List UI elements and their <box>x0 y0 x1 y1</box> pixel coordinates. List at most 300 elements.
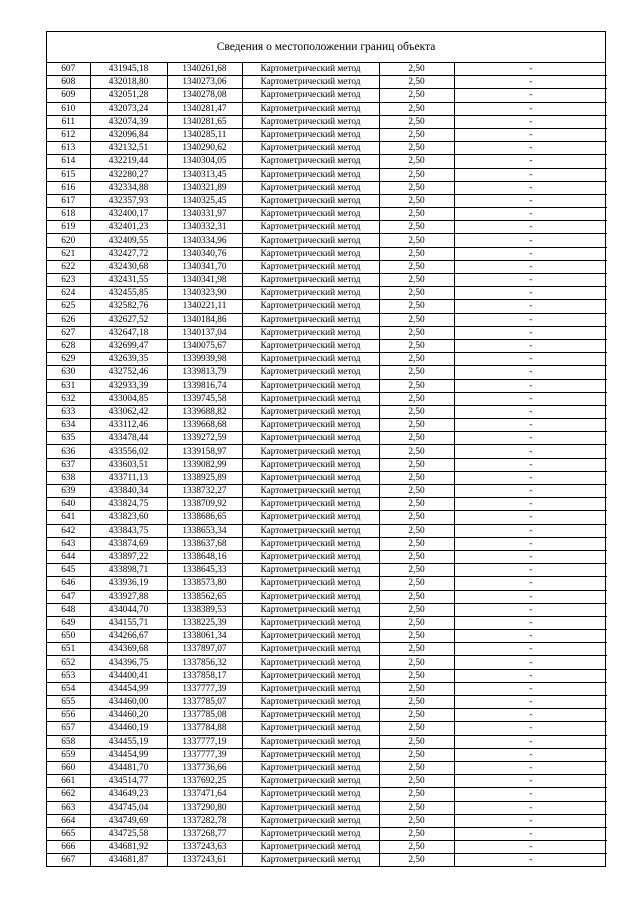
note-cell: - <box>454 63 607 76</box>
y-coordinate-cell: 1340285,11 <box>167 128 242 141</box>
table-row <box>47 590 607 603</box>
accuracy-cell: 2,50 <box>379 419 454 432</box>
x-coordinate-cell: 434481,70 <box>90 761 167 774</box>
table-row <box>47 696 607 709</box>
accuracy-cell: 2,50 <box>379 550 454 563</box>
method-cell: Картометрический метод <box>242 616 379 629</box>
method-cell: Картометрический метод <box>242 827 379 840</box>
point-number-cell: 621 <box>47 247 90 260</box>
accuracy-cell: 2,50 <box>379 102 454 115</box>
table-row <box>47 247 607 260</box>
method-cell: Картометрический метод <box>242 115 379 128</box>
note-cell: - <box>454 709 607 722</box>
accuracy-cell: 2,50 <box>379 379 454 392</box>
method-cell: Картометрический метод <box>242 458 379 471</box>
table-row <box>47 155 607 168</box>
table-row <box>47 234 607 247</box>
note-cell: - <box>454 234 607 247</box>
method-cell: Картометрический метод <box>242 471 379 484</box>
x-coordinate-cell: 434396,75 <box>90 656 167 669</box>
accuracy-cell: 2,50 <box>379 392 454 405</box>
note-cell: - <box>454 590 607 603</box>
accuracy-cell: 2,50 <box>379 353 454 366</box>
y-coordinate-cell: 1340273,06 <box>167 76 242 89</box>
note-cell: - <box>454 419 607 432</box>
x-coordinate-cell: 432627,52 <box>90 313 167 326</box>
accuracy-cell: 2,50 <box>379 287 454 300</box>
note-cell: - <box>454 537 607 550</box>
table-row <box>47 419 607 432</box>
point-number-cell: 659 <box>47 748 90 761</box>
note-cell: - <box>454 432 607 445</box>
x-coordinate-cell: 433823,60 <box>90 511 167 524</box>
method-cell: Картометрический метод <box>242 379 379 392</box>
x-coordinate-cell: 434749,69 <box>90 814 167 827</box>
y-coordinate-cell: 1340137,04 <box>167 326 242 339</box>
note-cell: - <box>454 221 607 234</box>
method-cell: Картометрический метод <box>242 524 379 537</box>
note-cell: - <box>454 405 607 418</box>
method-cell: Картометрический метод <box>242 788 379 801</box>
note-cell: - <box>454 761 607 774</box>
point-number-cell: 610 <box>47 102 90 115</box>
x-coordinate-cell: 432074,39 <box>90 115 167 128</box>
table-row <box>47 656 607 669</box>
accuracy-cell: 2,50 <box>379 168 454 181</box>
table-row <box>47 102 607 115</box>
y-coordinate-cell: 1338648,16 <box>167 550 242 563</box>
accuracy-cell: 2,50 <box>379 669 454 682</box>
note-cell: - <box>454 339 607 352</box>
table-row <box>47 577 607 590</box>
x-coordinate-cell: 431945,18 <box>90 63 167 76</box>
x-coordinate-cell: 434044,70 <box>90 603 167 616</box>
y-coordinate-cell: 1339745,58 <box>167 392 242 405</box>
table-row <box>47 616 607 629</box>
point-number-cell: 631 <box>47 379 90 392</box>
method-cell: Картометрический метод <box>242 656 379 669</box>
x-coordinate-cell: 434454,99 <box>90 748 167 761</box>
x-coordinate-cell: 433004,85 <box>90 392 167 405</box>
x-coordinate-cell: 434514,77 <box>90 775 167 788</box>
note-cell: - <box>454 643 607 656</box>
table-row <box>47 313 607 326</box>
note-cell: - <box>454 247 607 260</box>
point-number-cell: 609 <box>47 89 90 102</box>
x-coordinate-cell: 433112,46 <box>90 419 167 432</box>
accuracy-cell: 2,50 <box>379 181 454 194</box>
x-coordinate-cell: 434725,58 <box>90 827 167 840</box>
x-coordinate-cell: 434681,87 <box>90 854 167 867</box>
method-cell: Картометрический метод <box>242 432 379 445</box>
accuracy-cell: 2,50 <box>379 498 454 511</box>
accuracy-cell: 2,50 <box>379 748 454 761</box>
method-cell: Картометрический метод <box>242 366 379 379</box>
table-row <box>47 682 607 695</box>
table-row <box>47 260 607 273</box>
point-number-cell: 618 <box>47 208 90 221</box>
accuracy-cell: 2,50 <box>379 221 454 234</box>
point-number-cell: 638 <box>47 471 90 484</box>
x-coordinate-cell: 432933,39 <box>90 379 167 392</box>
y-coordinate-cell: 1337736,66 <box>167 761 242 774</box>
accuracy-cell: 2,50 <box>379 801 454 814</box>
method-cell: Картометрический метод <box>242 234 379 247</box>
x-coordinate-cell: 434266,67 <box>90 630 167 643</box>
table-row <box>47 511 607 524</box>
note-cell: - <box>454 142 607 155</box>
method-cell: Картометрический метод <box>242 405 379 418</box>
note-cell: - <box>454 841 607 854</box>
point-number-cell: 647 <box>47 590 90 603</box>
x-coordinate-cell: 432582,76 <box>90 300 167 313</box>
x-coordinate-cell: 434649,23 <box>90 788 167 801</box>
note-cell: - <box>454 722 607 735</box>
y-coordinate-cell: 1340313,45 <box>167 168 242 181</box>
table-row <box>47 471 607 484</box>
table-row <box>47 669 607 682</box>
method-cell: Картометрический метод <box>242 669 379 682</box>
note-cell: - <box>454 550 607 563</box>
x-coordinate-cell: 433603,51 <box>90 458 167 471</box>
y-coordinate-cell: 1337471,64 <box>167 788 242 801</box>
point-number-cell: 611 <box>47 115 90 128</box>
note-cell: - <box>454 788 607 801</box>
point-number-cell: 664 <box>47 814 90 827</box>
table-row <box>47 208 607 221</box>
method-cell: Картометрический метод <box>242 577 379 590</box>
method-cell: Картометрический метод <box>242 260 379 273</box>
point-number-cell: 660 <box>47 761 90 774</box>
note-cell: - <box>454 102 607 115</box>
accuracy-cell: 2,50 <box>379 537 454 550</box>
accuracy-cell: 2,50 <box>379 326 454 339</box>
note-cell: - <box>454 696 607 709</box>
table-row <box>47 630 607 643</box>
note-cell: - <box>454 748 607 761</box>
point-number-cell: 641 <box>47 511 90 524</box>
point-number-cell: 624 <box>47 287 90 300</box>
method-cell: Картометрический метод <box>242 801 379 814</box>
table-row <box>47 458 607 471</box>
method-cell: Картометрический метод <box>242 748 379 761</box>
table-body <box>47 63 607 866</box>
table-row <box>47 814 607 827</box>
point-number-cell: 632 <box>47 392 90 405</box>
coordinates-table <box>47 63 607 866</box>
table-row <box>47 854 607 867</box>
accuracy-cell: 2,50 <box>379 643 454 656</box>
x-coordinate-cell: 434369,68 <box>90 643 167 656</box>
method-cell: Картометрический метод <box>242 168 379 181</box>
y-coordinate-cell: 1340325,45 <box>167 194 242 207</box>
table-row <box>47 603 607 616</box>
accuracy-cell: 2,50 <box>379 682 454 695</box>
point-number-cell: 646 <box>47 577 90 590</box>
table-row <box>47 827 607 840</box>
accuracy-cell: 2,50 <box>379 511 454 524</box>
x-coordinate-cell: 433898,71 <box>90 564 167 577</box>
x-coordinate-cell: 433824,75 <box>90 498 167 511</box>
table-row <box>47 485 607 498</box>
method-cell: Картометрический метод <box>242 775 379 788</box>
point-number-cell: 643 <box>47 537 90 550</box>
note-cell: - <box>454 89 607 102</box>
accuracy-cell: 2,50 <box>379 735 454 748</box>
accuracy-cell: 2,50 <box>379 722 454 735</box>
point-number-cell: 612 <box>47 128 90 141</box>
method-cell: Картометрический метод <box>242 537 379 550</box>
y-coordinate-cell: 1337897,07 <box>167 643 242 656</box>
accuracy-cell: 2,50 <box>379 709 454 722</box>
point-number-cell: 623 <box>47 274 90 287</box>
accuracy-cell: 2,50 <box>379 128 454 141</box>
y-coordinate-cell: 1337243,61 <box>167 854 242 867</box>
method-cell: Картометрический метод <box>242 550 379 563</box>
table-row <box>47 801 607 814</box>
accuracy-cell: 2,50 <box>379 564 454 577</box>
accuracy-cell: 2,50 <box>379 115 454 128</box>
method-cell: Картометрический метод <box>242 511 379 524</box>
accuracy-cell: 2,50 <box>379 247 454 260</box>
table-row <box>47 379 607 392</box>
note-cell: - <box>454 208 607 221</box>
y-coordinate-cell: 1340281,47 <box>167 102 242 115</box>
x-coordinate-cell: 432431,55 <box>90 274 167 287</box>
x-coordinate-cell: 432051,28 <box>90 89 167 102</box>
note-cell: - <box>454 485 607 498</box>
table-row <box>47 181 607 194</box>
method-cell: Картометрический метод <box>242 722 379 735</box>
note-cell: - <box>454 775 607 788</box>
accuracy-cell: 2,50 <box>379 142 454 155</box>
y-coordinate-cell: 1338562,65 <box>167 590 242 603</box>
accuracy-cell: 2,50 <box>379 775 454 788</box>
accuracy-cell: 2,50 <box>379 366 454 379</box>
accuracy-cell: 2,50 <box>379 260 454 273</box>
point-number-cell: 616 <box>47 181 90 194</box>
method-cell: Картометрический метод <box>242 221 379 234</box>
table-row <box>47 168 607 181</box>
y-coordinate-cell: 1337777,39 <box>167 748 242 761</box>
accuracy-cell: 2,50 <box>379 458 454 471</box>
accuracy-cell: 2,50 <box>379 208 454 221</box>
point-number-cell: 645 <box>47 564 90 577</box>
point-number-cell: 622 <box>47 260 90 273</box>
note-cell: - <box>454 181 607 194</box>
table-row <box>47 115 607 128</box>
y-coordinate-cell: 1339816,74 <box>167 379 242 392</box>
table-row <box>47 564 607 577</box>
point-number-cell: 639 <box>47 485 90 498</box>
point-number-cell: 650 <box>47 630 90 643</box>
y-coordinate-cell: 1340278,08 <box>167 89 242 102</box>
y-coordinate-cell: 1337777,39 <box>167 682 242 695</box>
y-coordinate-cell: 1340321,89 <box>167 181 242 194</box>
point-number-cell: 617 <box>47 194 90 207</box>
method-cell: Картометрический метод <box>242 326 379 339</box>
table-row <box>47 709 607 722</box>
accuracy-cell: 2,50 <box>379 524 454 537</box>
table-row <box>47 445 607 458</box>
accuracy-cell: 2,50 <box>379 234 454 247</box>
accuracy-cell: 2,50 <box>379 603 454 616</box>
y-coordinate-cell: 1338686,65 <box>167 511 242 524</box>
table-row <box>47 142 607 155</box>
table-row <box>47 194 607 207</box>
note-cell: - <box>454 669 607 682</box>
x-coordinate-cell: 433897,22 <box>90 550 167 563</box>
point-number-cell: 657 <box>47 722 90 735</box>
point-number-cell: 637 <box>47 458 90 471</box>
method-cell: Картометрический метод <box>242 841 379 854</box>
x-coordinate-cell: 432639,35 <box>90 353 167 366</box>
point-number-cell: 661 <box>47 775 90 788</box>
x-coordinate-cell: 432400,17 <box>90 208 167 221</box>
note-cell: - <box>454 155 607 168</box>
note-cell: - <box>454 194 607 207</box>
table-row <box>47 392 607 405</box>
y-coordinate-cell: 1337290,80 <box>167 801 242 814</box>
y-coordinate-cell: 1337243,63 <box>167 841 242 854</box>
x-coordinate-cell: 433874,69 <box>90 537 167 550</box>
note-cell: - <box>454 498 607 511</box>
table-row <box>47 761 607 774</box>
table-row <box>47 524 607 537</box>
y-coordinate-cell: 1338389,53 <box>167 603 242 616</box>
y-coordinate-cell: 1340075,67 <box>167 339 242 352</box>
x-coordinate-cell: 432427,72 <box>90 247 167 260</box>
y-coordinate-cell: 1337858,17 <box>167 669 242 682</box>
point-number-cell: 667 <box>47 854 90 867</box>
point-number-cell: 636 <box>47 445 90 458</box>
x-coordinate-cell: 432357,93 <box>90 194 167 207</box>
point-number-cell: 653 <box>47 669 90 682</box>
note-cell: - <box>454 577 607 590</box>
method-cell: Картометрический метод <box>242 854 379 867</box>
y-coordinate-cell: 1337784,88 <box>167 722 242 735</box>
accuracy-cell: 2,50 <box>379 841 454 854</box>
y-coordinate-cell: 1338709,92 <box>167 498 242 511</box>
accuracy-cell: 2,50 <box>379 590 454 603</box>
x-coordinate-cell: 432280,27 <box>90 168 167 181</box>
table-row <box>47 63 607 76</box>
x-coordinate-cell: 434745,04 <box>90 801 167 814</box>
method-cell: Картометрический метод <box>242 142 379 155</box>
note-cell: - <box>454 827 607 840</box>
accuracy-cell: 2,50 <box>379 274 454 287</box>
point-number-cell: 627 <box>47 326 90 339</box>
accuracy-cell: 2,50 <box>379 432 454 445</box>
table-row <box>47 643 607 656</box>
accuracy-cell: 2,50 <box>379 696 454 709</box>
x-coordinate-cell: 433927,88 <box>90 590 167 603</box>
accuracy-cell: 2,50 <box>379 89 454 102</box>
y-coordinate-cell: 1339272,59 <box>167 432 242 445</box>
method-cell: Картометрический метод <box>242 63 379 76</box>
point-number-cell: 663 <box>47 801 90 814</box>
x-coordinate-cell: 434454,99 <box>90 682 167 695</box>
x-coordinate-cell: 433062,42 <box>90 405 167 418</box>
point-number-cell: 662 <box>47 788 90 801</box>
x-coordinate-cell: 432401,23 <box>90 221 167 234</box>
x-coordinate-cell: 432132,51 <box>90 142 167 155</box>
method-cell: Картометрический метод <box>242 630 379 643</box>
x-coordinate-cell: 432647,18 <box>90 326 167 339</box>
accuracy-cell: 2,50 <box>379 630 454 643</box>
method-cell: Картометрический метод <box>242 564 379 577</box>
x-coordinate-cell: 432430,68 <box>90 260 167 273</box>
x-coordinate-cell: 432752,46 <box>90 366 167 379</box>
y-coordinate-cell: 1340281,65 <box>167 115 242 128</box>
note-cell: - <box>454 814 607 827</box>
accuracy-cell: 2,50 <box>379 300 454 313</box>
y-coordinate-cell: 1339688,82 <box>167 405 242 418</box>
note-cell: - <box>454 353 607 366</box>
table-row <box>47 735 607 748</box>
point-number-cell: 652 <box>47 656 90 669</box>
note-cell: - <box>529 855 533 866</box>
y-coordinate-cell: 1338225,39 <box>167 616 242 629</box>
method-cell: Картометрический метод <box>242 274 379 287</box>
table-row <box>47 775 607 788</box>
boundary-table-sheet <box>46 31 606 867</box>
x-coordinate-cell: 433711,13 <box>90 471 167 484</box>
note-cell: - <box>454 630 607 643</box>
x-coordinate-cell: 434460,20 <box>90 709 167 722</box>
method-cell: Картометрический метод <box>242 761 379 774</box>
table-row <box>47 353 607 366</box>
point-number-cell: 635 <box>47 432 90 445</box>
x-coordinate-cell: 432699,47 <box>90 339 167 352</box>
point-number-cell: 654 <box>47 682 90 695</box>
y-coordinate-cell: 1340341,70 <box>167 260 242 273</box>
note-cell: - <box>454 564 607 577</box>
accuracy-cell: 2,50 <box>379 656 454 669</box>
note-cell: - <box>454 458 607 471</box>
table-row <box>47 89 607 102</box>
method-cell: Картометрический метод <box>242 194 379 207</box>
point-number-cell: 649 <box>47 616 90 629</box>
y-coordinate-cell: 1338637,68 <box>167 537 242 550</box>
x-coordinate-cell: 433840,34 <box>90 485 167 498</box>
note-cell: - <box>454 801 607 814</box>
table-row <box>47 326 607 339</box>
x-coordinate-cell: 433843,75 <box>90 524 167 537</box>
note-cell: - <box>454 616 607 629</box>
method-cell: Картометрический метод <box>242 682 379 695</box>
accuracy-cell: 2,50 <box>379 577 454 590</box>
note-cell: - <box>454 168 607 181</box>
y-coordinate-cell: 1337692,25 <box>167 775 242 788</box>
method-cell: Картометрический метод <box>242 709 379 722</box>
method-cell: Картометрический метод <box>242 392 379 405</box>
note-cell: - <box>454 128 607 141</box>
y-coordinate-cell: 1339939,98 <box>167 353 242 366</box>
table-row <box>47 722 607 735</box>
method-cell: Картометрический метод <box>242 128 379 141</box>
table-row <box>47 405 607 418</box>
accuracy-cell: 2,50 <box>379 616 454 629</box>
point-number-cell: 642 <box>47 524 90 537</box>
point-number-cell: 633 <box>47 405 90 418</box>
table-row <box>47 287 607 300</box>
table-row <box>47 498 607 511</box>
y-coordinate-cell: 1339668,68 <box>167 419 242 432</box>
method-cell: Картометрический метод <box>242 247 379 260</box>
note-cell: - <box>454 379 607 392</box>
table-row <box>47 432 607 445</box>
